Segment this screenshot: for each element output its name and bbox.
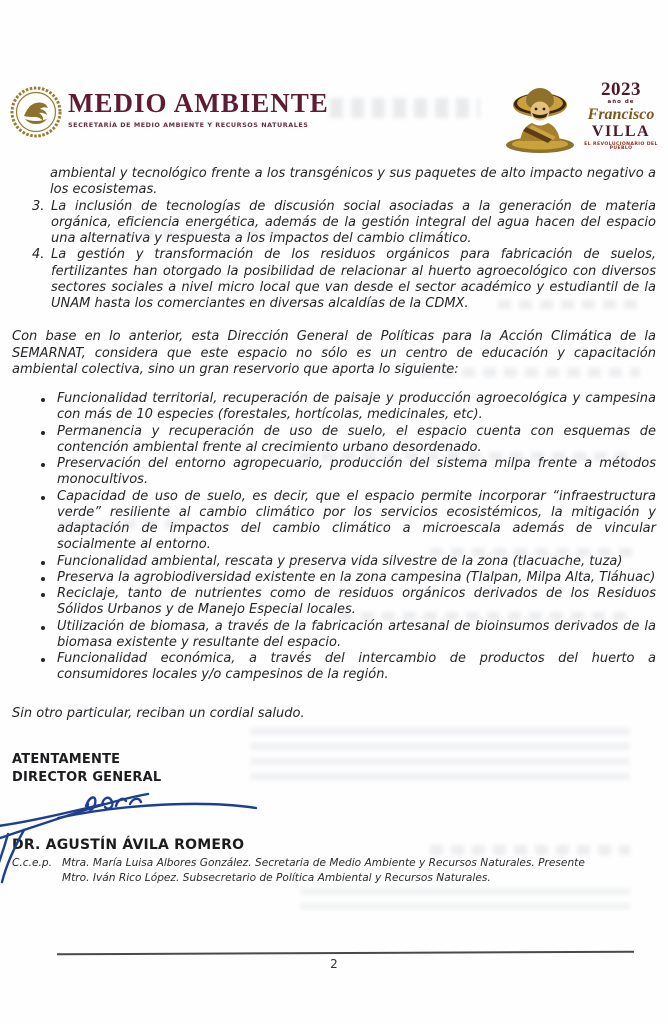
bullet-item: Permanencia y recuperación de uso de suelo, el espacio cuenta con esquemas de contención ambiental frente al crecimiento urbano desordenado. (12, 424, 656, 457)
footer-divider (57, 951, 634, 956)
brand-title: MEDIO AMBIENTE (68, 88, 329, 118)
villa-name-caps: VILLA (591, 122, 651, 140)
signer-title: DIRECTOR GENERAL (12, 770, 162, 785)
carryover-paragraph: ambiental y tecnológico frente a los transgénicos y sus paquetes de alto impacto negativo a los ecosistemas. (50, 166, 656, 198)
signature-block (12, 752, 652, 887)
item-text: La inclusión de tecnologías de discusión social asociadas a la generación de materia orgánica, eficiencia energética, además de la gestión integral del agua hacen del espacio una alternativa y respuesta a los impactos del cambio climático. (51, 198, 656, 246)
villa-small-label: año de (607, 99, 635, 106)
ccep-block (12, 856, 652, 887)
semarnat-brand (10, 86, 329, 138)
letterhead (0, 0, 668, 160)
item-number: 3. (32, 198, 45, 214)
letter-body (12, 166, 656, 722)
bleed-through-artifact (300, 888, 630, 916)
francisco-villa-2023-badge (502, 74, 660, 158)
villa-name-script: Francisco (587, 105, 655, 123)
bullet-item: Funcionalidad territorial, recuperación de paisaje y producción agroecológica y campesina con más de 10 especies (forestales, hortícolas, medicinales, etc). (12, 391, 656, 424)
salutation: ATENTAMENTE (12, 752, 121, 767)
bullet-item: Funcionalidad económica, a través del intercambio de productos del huerto a consumidores locales y/o campesinos de la región. (12, 651, 656, 684)
bullet-item: Reciclaje, tanto de nutrientes como de residuos orgánicos derivados de los Residuos Sólidos Urbanos y de Manejo Especial locales. (12, 586, 656, 619)
signer-name: DR. AGUSTÍN ÁVILA ROMERO (12, 837, 245, 853)
ccep-label: C.c.e.p. (12, 857, 52, 869)
numbered-item-4 (12, 247, 656, 312)
bullet-item: Preserva la agrobiodiversidad existente en la zona campesina (Tlalpan, Milpa Alta, Tláhuac) (12, 570, 656, 586)
bullet-item: Utilización de biomasa, a través de la fabricación artesanal de bioinsumos derivados de la biomasa existente y resultante del espacio. (12, 619, 656, 652)
bullet-item: Preservación del entorno agropecuario, producción del sistema milpa frente a métodos monocultivos. (12, 456, 656, 489)
pancho-villa-icon (502, 75, 580, 157)
bullet-item: Capacidad de uso de suelo, es decir, que el espacio permite incorporar “infraestructura verde” resiliente al cambio climático por los servicios ecosistémicos, la mitigación y adaptación de impactos del cambio climático a microescala además de vincular socialmente al entorno. (12, 489, 656, 554)
numbered-list (12, 199, 656, 313)
mexico-eagle-seal-icon (10, 86, 62, 138)
intro-paragraph: Con base en lo anterior, esta Dirección General de Políticas para la Acción Climática de la SEMARNAT, considera que este espacio no sólo es un centro de educación y capacitación ambiental colectiva, sino un gran reservorio que aporta lo siguiente: (12, 329, 656, 377)
brand-subtitle: SECRETARÍA DE MEDIO AMBIENTE Y RECURSOS NATURALES (68, 121, 309, 129)
page-number: 2 (330, 957, 338, 971)
item-text: La gestión y transformación de los residuos orgánicos para fabricación de suelos, fertilizantes han otorgado la posibilidad de relacionar al huerto agroecológico con diversos sectores sociales a nivel micro local que van desde el sector académico y estudiantil de la UNAM hasta los comerciantes en diversas alcaldías de la CDMX. (51, 247, 656, 311)
bullet-list (12, 391, 656, 684)
item-number: 4. (32, 247, 45, 263)
ccep-line: Mtro. Iván Rico López. Subsecretario de Política Ambiental y Recursos Naturales. (62, 872, 491, 885)
villa-year: 2023 (601, 79, 641, 101)
bullet-item: Funcionalidad ambiental, rescata y preserva vida silvestre de la zona (tlacuache, tuza) (12, 554, 656, 570)
ccep-line: Mtra. María Luisa Albores González. Secretaria de Medio Ambiente y Recursos Naturales. Presente (62, 857, 585, 869)
villa-tagline: EL REVOLUCIONARIO DEL PUEBLO (584, 141, 658, 152)
numbered-item-3 (12, 199, 656, 248)
closing-line: Sin otro particular, reciban un cordial saludo. (12, 705, 305, 721)
